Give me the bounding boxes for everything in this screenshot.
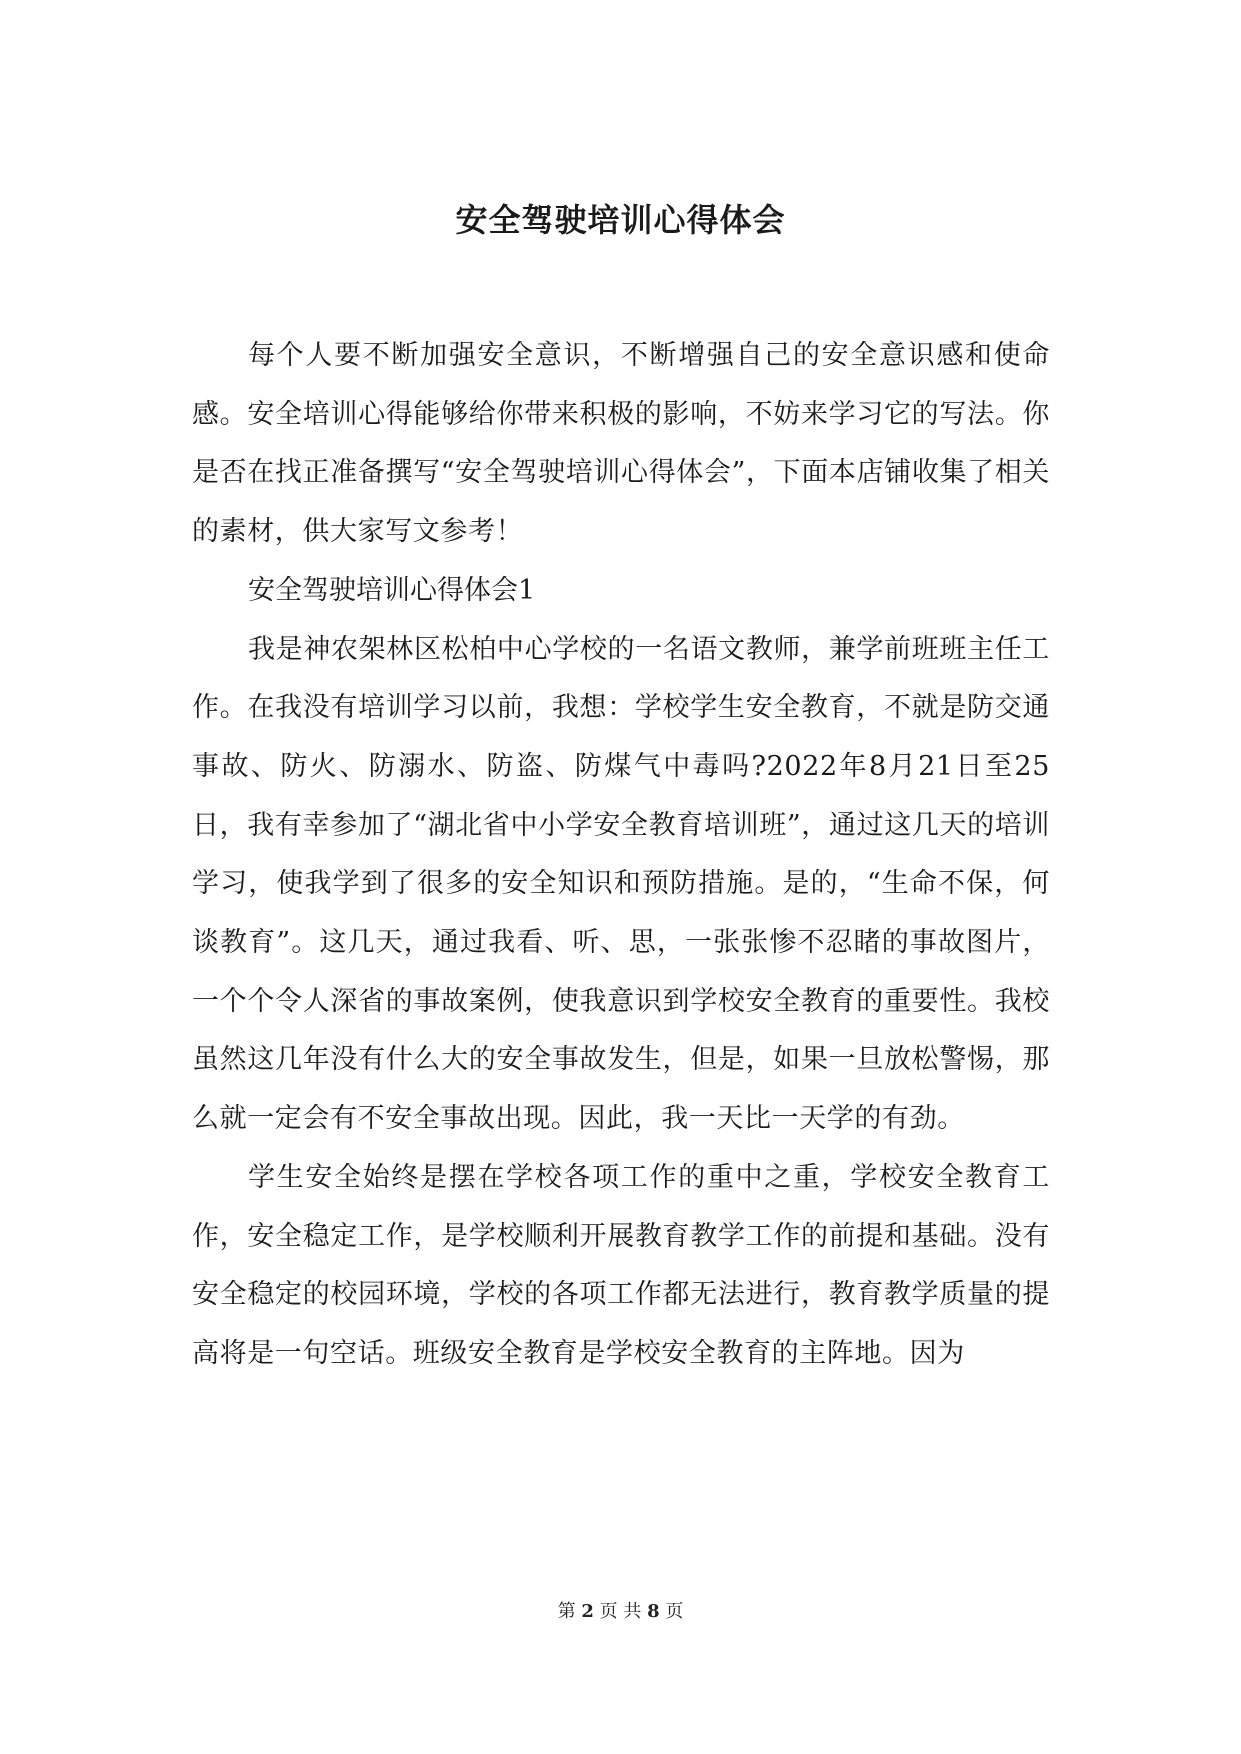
body-paragraph: 我是神农架林区松柏中心学校的一名语文教师，兼学前班班主任工作。在我没有培训学习以前，我想：学校学生安全教育，不就是防交通事故、防火、防溺水、防盗、防煤气中毒吗?2022年8月21日至25日，我有幸参加了“湖北省中小学安全教育培训班”，通过这几天的培训学习，使我学到了很多的安全知识和预防措施。是的，“生命不保，何谈教育”。这几天，通过我看、听、思，一张张惨不忍睹的事故图片，一个个令人深省的事故案例，使我意识到学校安全教育的重要性。我校虽然这几年没有什么大的安全事故发生，但是，如果一旦放松警惕，那么就一定会有不安全事故出现。因此，我一天比一天学的有劲。: [192, 633, 1050, 1135]
footer-suffix: 页: [665, 1601, 684, 1622]
document-title: 安全驾驶培训心得体会: [455, 201, 786, 239]
section-heading: 安全驾驶培训心得体会1: [248, 574, 536, 606]
footer-current-page: 2: [581, 1601, 594, 1622]
page-footer: [0, 1600, 1241, 1624]
document-body: [192, 327, 1050, 1384]
footer-middle: 页 共: [599, 1601, 642, 1622]
intro-paragraph: 每个人要不断加强安全意识，不断增强自己的安全意识感和使命感。安全培训心得能够给你带来积极的影响，不妨来学习它的写法。你是否在找正准备撰写“安全驾驶培训心得体会”，下面本店铺收集了相关的素材，供大家写文参考！: [192, 340, 1050, 548]
footer-total-pages: 8: [647, 1601, 660, 1622]
body-paragraph: 学生安全始终是摆在学校各项工作的重中之重，学校安全教育工作，安全稳定工作，是学校顺利开展教育教学工作的前提和基础。没有安全稳定的校园环境，学校的各项工作都无法进行，教育教学质量的提高将是一句空话。班级安全教育是学校安全教育的主阵地。因为: [192, 1161, 1050, 1369]
footer-prefix: 第: [557, 1601, 576, 1622]
